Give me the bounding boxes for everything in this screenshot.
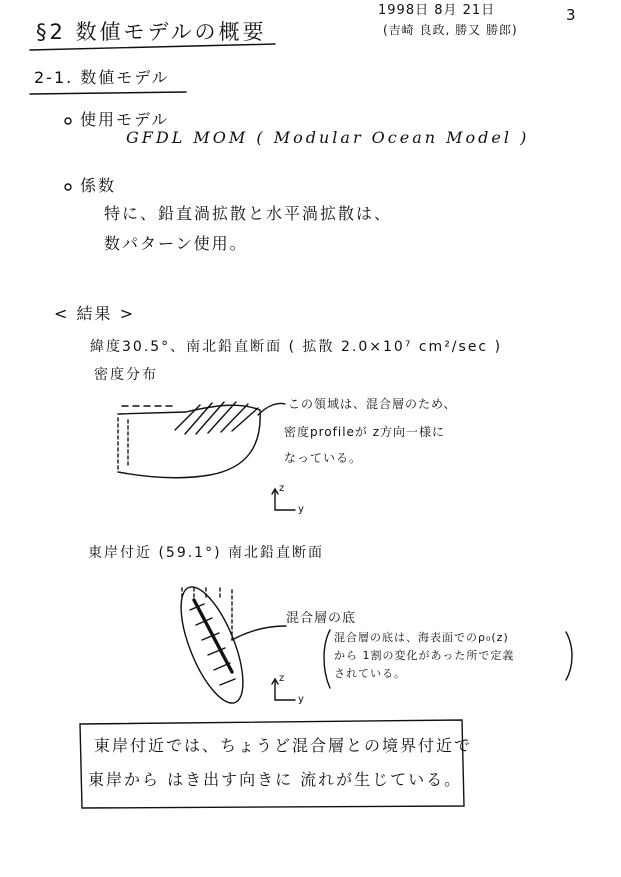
model-label: 使用モデル xyxy=(80,110,170,129)
results-section2-title: 東岸付近 (59.1°) 南北鉛直断面 xyxy=(88,545,324,561)
density-sketch xyxy=(118,402,285,478)
date: 1998日 8月 21日 xyxy=(378,3,496,18)
axis2-z-label: z xyxy=(279,673,285,684)
subsection-underline xyxy=(30,92,186,94)
coefficients-label: 係数 xyxy=(80,176,117,195)
coefficients-line2: 数パターン使用。 xyxy=(104,234,248,253)
page-number: 3 xyxy=(566,6,576,24)
axis1-z-label: z xyxy=(279,483,285,494)
bullet-coefficients xyxy=(65,184,71,190)
results-section1-subtitle: 密度分布 xyxy=(94,367,158,383)
mixed-layer-label: 混合層の底 xyxy=(286,611,357,626)
summary-line1: 東岸付近では、ちょうど混合層との境界付近で xyxy=(94,736,473,755)
section1-note-line2: 密度profileが z方向一様に xyxy=(284,425,446,439)
note-bracket-right xyxy=(566,632,572,680)
section2-note-line3: されている。 xyxy=(334,667,406,680)
subsection-title: 2-1. 数値モデル xyxy=(34,68,170,87)
note-bracket-left xyxy=(324,630,330,688)
authors: (吉崎 良政, 勝又 勝郎) xyxy=(383,23,518,37)
section1-note-line1: この領域は、混合層のため、 xyxy=(288,397,457,411)
summary-line2: 東岸から はき出す向きに 流れが生じている。 xyxy=(88,770,463,789)
title-underline xyxy=(30,44,275,50)
summary-box xyxy=(80,720,464,808)
axis1-y-label: y xyxy=(298,504,304,515)
bullet-model xyxy=(65,118,71,124)
results-heading: < 結果 > xyxy=(54,304,135,323)
model-name: GFDL MOM ( Modular Ocean Model ) xyxy=(126,128,530,147)
coefficients-line1: 特に、鉛直渦拡散と水平渦拡散は、 xyxy=(104,204,393,223)
results-section1-title: 緯度30.5°、南北鉛直断面 ( 拡散 2.0×10⁷ cm²/sec ) xyxy=(90,339,503,355)
section-title: §2 数値モデルの概要 xyxy=(36,20,267,44)
section2-note-line1: 混合層の底は、海表面でのρ₀(z) xyxy=(334,631,509,644)
mixed-layer-sketch xyxy=(168,579,286,710)
axis2-y-label: y xyxy=(298,694,304,705)
section1-note-line3: なっている。 xyxy=(284,451,363,465)
section2-note-line2: から 1割の変化があった所で定義 xyxy=(334,649,515,662)
